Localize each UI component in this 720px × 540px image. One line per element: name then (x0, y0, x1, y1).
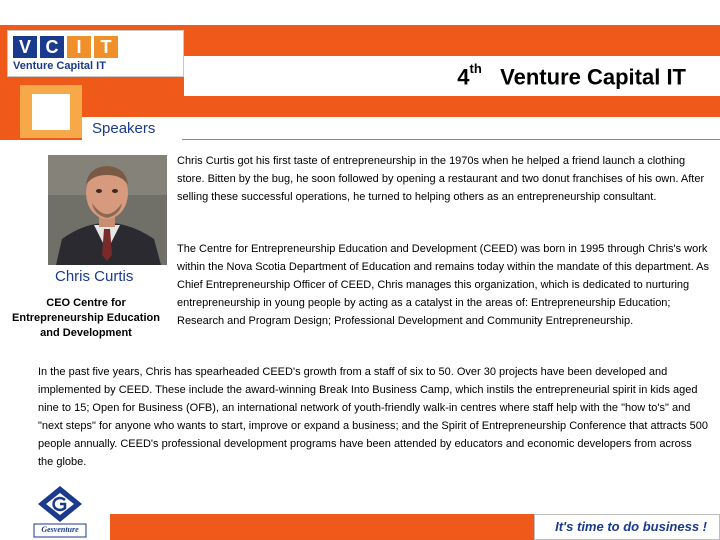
speaker-name: Chris Curtis (55, 268, 134, 285)
title-ordinal: 4 (457, 64, 470, 90)
speaker-role-line: Entrepreneurship Education (12, 312, 160, 324)
logo-letter-i: I (67, 36, 91, 58)
speaker-role-line: and Development (40, 327, 132, 339)
decorative-square (20, 85, 82, 138)
gesventure-wordmark: Gesventure (41, 525, 79, 534)
bio-paragraph-2: The Centre for Entrepreneurship Education and Development (CEED) was born in 1995 through Chris's work within the Nova Scotia Department of Education and remains today within the mandate of this department. As Chief Entrepreneurship Officer of CEED, Chris manages this organization, which is dedicated to nurturing entrepreneurship in young people by acting as a catalyst in the areas of: Entrepreneurship Education; Research and Program Design; Professional Development and Community Entrepreneurship. (177, 243, 709, 327)
slogan-box (534, 514, 720, 540)
speaker-role-line: CEO Centre for (46, 297, 126, 309)
title-ordinal-suffix: th (469, 61, 482, 76)
title-text: Venture Capital IT (500, 64, 686, 90)
logo-letter-v: V (13, 36, 37, 58)
speaker-role (0, 296, 172, 341)
logo-tagline: Venture Capital IT (13, 60, 106, 72)
footer-band (110, 514, 720, 540)
vcit-logo (7, 30, 184, 77)
page-title (457, 61, 686, 90)
logo-letter-t: T (94, 36, 118, 58)
slogan: It's time to do business ! (555, 519, 707, 534)
logo-letter-c: C (40, 36, 64, 58)
section-bar (82, 117, 720, 140)
bio-paragraph-1: Chris Curtis got his first taste of entrepreneurship in the 1970s when he helped a friend launch a clothing store. Bitten by the bug, he soon followed by opening a restaurant and two donut franchises of his own. After selling these successful operations, he turned to helping others as an entrepreneurship consultant. (177, 155, 705, 203)
bio-paragraph-3: In the past five years, Chris has spearheaded CEED's growth from a staff of six to 50. Over 30 projects have been developed and implemented by CEED. These include the award-winning Break Into Business Camp, which instils the entrepreneurial spirit in kids aged nine to 15; Open for Business (OFB), an international network of youth-friendly walk-in centres where staff help with the "how to's" and "next steps" for anyone who wants to start, improve or expand a business; and the Spirit of Entrepreneurship Conference that attracts 500 people annually. CEED's professional development programs have been attended by educators and economic developers from across the globe. (38, 366, 709, 468)
section-divider (182, 139, 720, 140)
decorative-square-inner (32, 94, 70, 130)
section-heading: Speakers (92, 120, 156, 137)
title-panel (184, 56, 720, 96)
speaker-photo (48, 155, 167, 265)
gesventure-logo (32, 484, 88, 538)
